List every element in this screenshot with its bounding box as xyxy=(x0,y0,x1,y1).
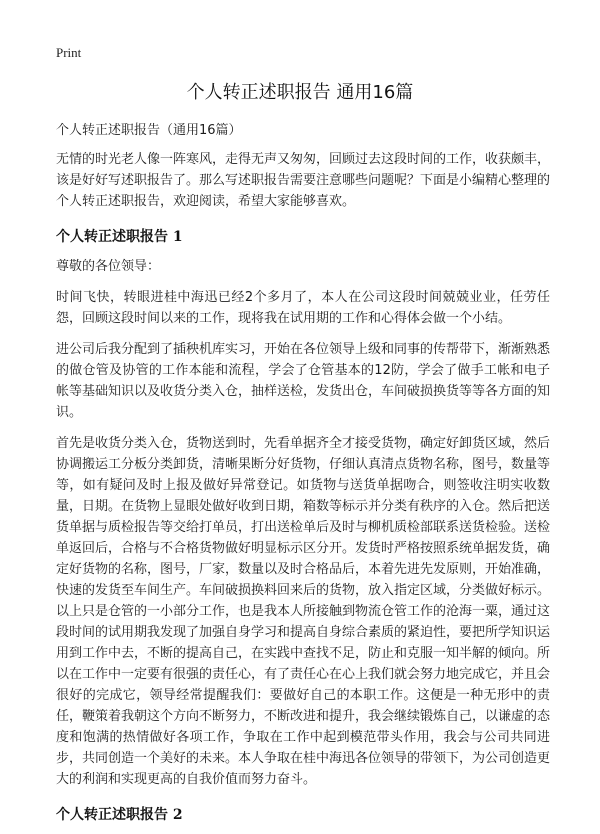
print-label[interactable]: Print xyxy=(56,45,82,60)
section-1-heading: 个人转正述职报告 1 xyxy=(56,229,183,245)
section-1-greeting: 尊敬的各位领导： xyxy=(56,259,161,274)
section-1-paragraph-2: 进公司后我分配到了插秧机库实习，开始在各位领导上级和同事的传帮带下，渐渐熟悉的做仓管及协管的工作本能和流程，学会了仓管基本的12防，学会了做手工帐和电子帐等基础知识以及收货分类入仓，抽样送检，发货出仓，车间破损换货等等各方面的知识。 xyxy=(56,342,551,420)
section-1-paragraph-3: 首先是收货分类入仓，货物送到时，先看单据齐全才接受货物，确定好卸货区域，然后协调搬运工分板分类卸货，清晰果断分好货物，仔细认真清点货物名称，图号，数量等等，如有疑问及时上报及做好异常登记。如货物与送货单据吻合，则签收注明实收数量，日期。在货物上显眼处做好收到日期，箱数等标示并分类有秩序的入仓。然后把送货单据与质检报告等交给打单员，打出送检单后及时与柳机质检部联系送货检验。送检单返回后，合格与不合格货物做好明显标示区分开。发货时严格按照系统单据发货，确定好货物的名称，图号，厂家，数量以及时合格品后，本着先进先发原则，开始准确，快速的发货至车间生产。车间破损换料回来后的货物，放入指定区域，分类做好标示。以上只是仓管的一小部分工作，也是我本人所接触到物流仓管工作的沧海一粟，通过这段时间的试用期我发现了加强自身学习和提高自身综合素质的紧迫性，要把所学知识运用到工作中去，不断的提高自己，在实践中查找不足，防止和克服一知半解的倾向。所以在工作中一定要有很强的责任心，有了责任心在心上我们就会努力地完成它，并且会很好的完成它，领导经常提醒我们：要做好自己的本职工作。这便是一种无形中的责任，鞭策着我朝这个方向不断努力，不断改进和提升，我会继续锻炼自己，以谦虚的态度和饱满的热情做好各项工作，争取在工作中起到模范带头作用，我会与公司共同进步，共同创造一个美好的未来。本人争取在桂中海迅各位领导的带领下，为公司创造更大的利润和实现更高的自我价值而努力奋斗。 xyxy=(56,436,551,787)
section-2-heading: 个人转正述职报告 2 xyxy=(56,807,183,823)
document-subtitle: 个人转正述职报告（通用16篇） xyxy=(56,123,242,138)
document-title: 个人转正述职报告 通用16篇 xyxy=(186,82,414,103)
document-body xyxy=(56,120,550,834)
intro-paragraph: 无情的时光老人像一阵寒风，走得无声又匆匆，回顾过去这段时间的工作，收获颇丰，该是好好写述职报告了。那么写述职报告需要注意哪些问题呢？下面是小编精心整理的个人转正述职报告，欢迎阅读，希望大家能够喜欢。 xyxy=(56,152,551,209)
section-1-paragraph-1: 时间飞快，转眼进桂中海迅已经2个多月了，本人在公司这段时间兢兢业业，任劳任怨，回顾这段时间以来的工作，现将我在试用期的工作和心得体会做一个小结。 xyxy=(56,290,550,326)
